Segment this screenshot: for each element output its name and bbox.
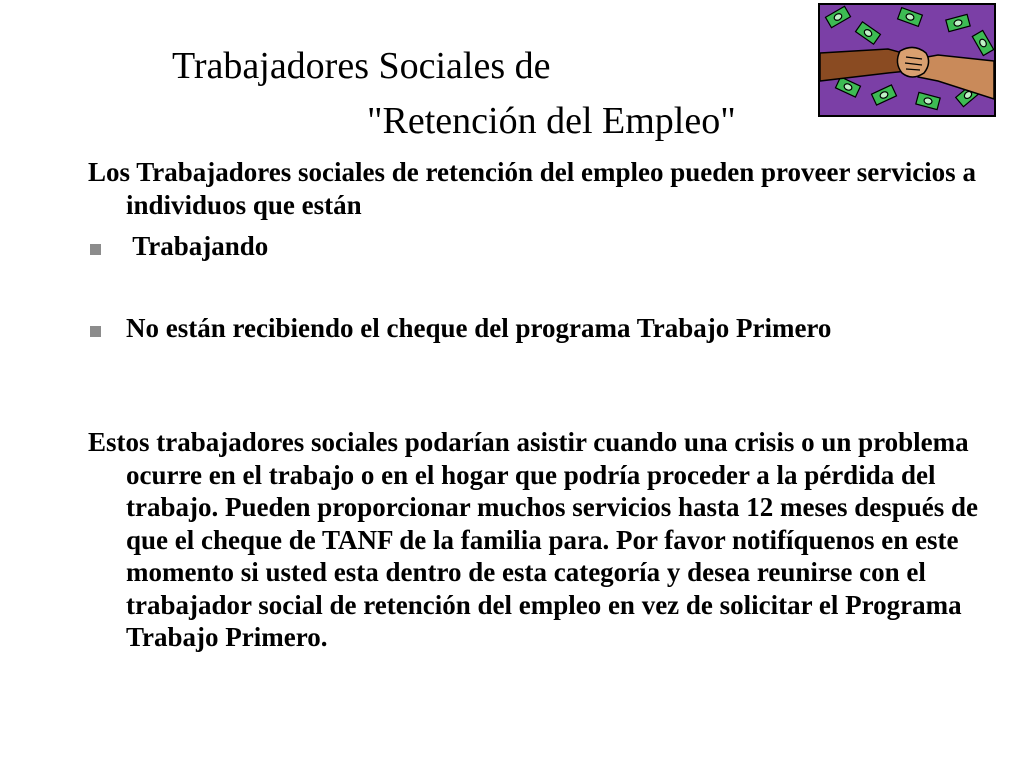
bullet-text: No están recibiendo el cheque del programa Trabajo Primero <box>126 313 832 343</box>
square-bullet-icon <box>90 244 101 255</box>
square-bullet-icon <box>90 326 101 337</box>
slide-title-line2: "Retención del Empleo" <box>367 100 736 142</box>
handshake-money-icon <box>818 3 996 117</box>
bullet-text: Trabajando <box>126 231 269 261</box>
closing-paragraph: Estos trabajadores sociales podarían asistir cuando una crisis o un problema ocurre en el trabajo o en el hogar que podría proceder a la pérdida del trabajo. Pueden proporcionar muchos servicios hasta 12 meses después de que el cheque de TANF de la familia para. Por favor notifíquenos en este momento si usted esta dentro de esta categoría y desea reunirse con el trabajador social de retención del empleo en vez de solicitar el Programa Trabajo Primero. <box>88 427 979 652</box>
slide-title-line1: Trabajadores Sociales de <box>172 45 551 87</box>
intro-paragraph: Los Trabajadores sociales de retención del empleo pueden proveer servicios a individuos que están <box>88 157 976 220</box>
